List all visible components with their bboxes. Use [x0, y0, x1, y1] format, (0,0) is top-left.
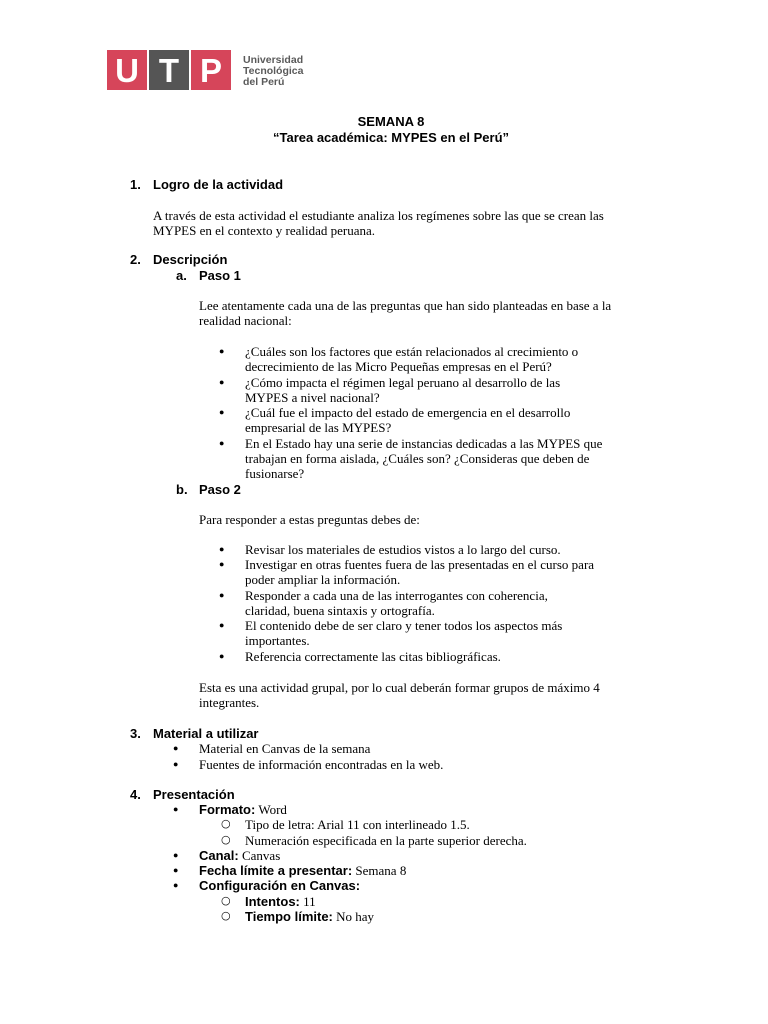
bullet-icon: ●: [173, 759, 179, 769]
sub-list-item-tiempo: [221, 909, 375, 924]
list-item-fecha: [173, 863, 407, 878]
section-number: 3.: [130, 726, 141, 741]
list-item-config: [173, 878, 361, 893]
text-line: importantes.: [245, 633, 310, 648]
logo-text-line: Universidad: [243, 54, 304, 66]
text-line: ¿Cuáles son los factores que están relacionados al crecimiento o: [245, 344, 579, 359]
circle-bullet-icon: ○: [221, 817, 231, 830]
bullet-icon: ●: [173, 880, 179, 890]
text-line: MYPES a nivel nacional?: [245, 390, 380, 405]
text-line: En el Estado hay una serie de instancias dedicadas a las MYPES que: [245, 436, 603, 451]
bullet-icon: ●: [219, 651, 225, 661]
step-intro: Para responder a estas preguntas debes de:: [199, 512, 420, 527]
section-heading: Logro de la actividad: [153, 177, 284, 192]
text-line: ¿Cuál fue el impacto del estado de emergencia en el desarrollo: [245, 405, 571, 420]
text-line: Tipo de letra: Arial 11 con interlineado 1.5.: [245, 817, 470, 832]
list-item: [219, 618, 563, 648]
logo-letter-u: U: [107, 50, 147, 90]
text-line: Responder a cada una de las interrogantes con coherencia,: [245, 588, 548, 603]
list-item-formato: [173, 802, 287, 817]
list-item-canal: [173, 848, 281, 863]
fecha-value: Semana 8: [352, 863, 407, 878]
bullet-icon: ●: [219, 346, 225, 356]
text-line: Material en Canvas de la semana: [199, 741, 371, 756]
logo-letter-t: T: [149, 50, 189, 90]
config-label: Configuración en Canvas:: [199, 878, 361, 893]
section-number: 2.: [130, 252, 141, 267]
text-line: fusionarse?: [245, 466, 305, 481]
list-item: [219, 405, 571, 435]
list-item: [219, 557, 595, 587]
text-line: decrecimiento de las Micro Pequeñas empresas en el Perú?: [245, 359, 552, 374]
text-line: trabajan en forma aislada, ¿Cuáles son? ¿Consideras que deben de: [245, 451, 590, 466]
fecha-label: Fecha límite a presentar:: [199, 863, 353, 878]
tiempo-label: Tiempo límite:: [245, 909, 333, 924]
logo-text: [243, 55, 303, 88]
step-intro: [199, 298, 611, 328]
bullet-icon: ●: [173, 865, 179, 875]
list-item: [219, 649, 501, 664]
section-number: 1.: [130, 177, 141, 192]
step-closing: [199, 680, 600, 710]
text-line: A través de esta actividad el estudiante analiza los regímenes sobre las que se crean las: [153, 208, 604, 223]
sub-list-item: [221, 817, 470, 832]
section-heading: Material a utilizar: [153, 726, 259, 741]
formato-label: Formato:: [199, 802, 256, 817]
step-heading: Paso 1: [199, 268, 241, 283]
week-label: SEMANA 8: [357, 114, 425, 129]
text-line: Fuentes de información encontradas en la web.: [199, 757, 444, 772]
text-line: Lee atentamente cada una de las preguntas que han sido planteadas en base a la: [199, 298, 612, 313]
section-heading: Presentación: [153, 787, 235, 802]
formato-value: Word: [255, 802, 287, 817]
text-line: integrantes.: [199, 695, 260, 710]
step-heading: Paso 2: [199, 482, 241, 497]
text-line: Investigar en otras fuentes fuera de las presentadas en el curso para: [245, 557, 595, 572]
text-line: Referencia correctamente las citas bibliográficas.: [245, 649, 501, 664]
text-line: MYPES en el contexto y realidad peruana.: [153, 223, 376, 238]
section-heading: Descripción: [153, 252, 228, 267]
section-paragraph: [153, 208, 604, 238]
step-letter: a.: [176, 268, 187, 283]
circle-bullet-icon: ○: [221, 909, 231, 922]
sub-list-item: [221, 833, 527, 848]
logo-letter-p: P: [191, 50, 231, 90]
list-item: [173, 757, 444, 772]
text-line: Numeración especificada en la parte superior derecha.: [245, 833, 527, 848]
canal-label: Canal:: [199, 848, 239, 863]
circle-bullet-icon: ○: [221, 894, 231, 907]
bullet-icon: ●: [173, 804, 179, 814]
list-item: [219, 588, 548, 618]
section-number: 4.: [130, 787, 141, 802]
logo-text-line: Tecnológica: [243, 65, 304, 77]
bullet-icon: ●: [219, 377, 225, 387]
list-item: [219, 542, 561, 557]
intentos-value: 11: [299, 894, 316, 909]
text-line: Revisar los materiales de estudios vistos a lo largo del curso.: [245, 542, 561, 557]
bullet-icon: ●: [173, 850, 179, 860]
text-line: ¿Cómo impacta el régimen legal peruano al desarrollo de las: [245, 375, 561, 390]
text-line: Esta es una actividad grupal, por lo cual deberán formar grupos de máximo 4: [199, 680, 600, 695]
text-line: claridad, buena sintaxis y ortografía.: [245, 603, 435, 618]
logo-text-line: del Perú: [243, 76, 285, 88]
text-line: El contenido debe de ser claro y tener todos los aspectos más: [245, 618, 563, 633]
sub-list-item-intentos: [221, 894, 316, 909]
bullet-icon: ●: [219, 559, 225, 569]
bullet-icon: ●: [219, 407, 225, 417]
tiempo-value: No hay: [332, 909, 375, 924]
text-line: poder ampliar la información.: [245, 572, 401, 587]
list-item: [219, 375, 561, 405]
list-item: [173, 741, 371, 756]
bullet-icon: ●: [219, 438, 225, 448]
list-item: [219, 344, 579, 374]
text-line: empresarial de las MYPES?: [245, 420, 392, 435]
list-item: [219, 436, 603, 481]
circle-bullet-icon: ○: [221, 833, 231, 846]
bullet-icon: ●: [219, 590, 225, 600]
bullet-icon: ●: [219, 620, 225, 630]
bullet-icon: ●: [173, 743, 179, 753]
text-line: realidad nacional:: [199, 313, 292, 328]
intentos-label: Intentos:: [245, 894, 300, 909]
bullet-icon: ●: [219, 544, 225, 554]
document-title: “Tarea académica: MYPES en el Perú”: [272, 130, 510, 145]
canal-value: Canvas: [238, 848, 281, 863]
step-letter: b.: [176, 482, 188, 497]
